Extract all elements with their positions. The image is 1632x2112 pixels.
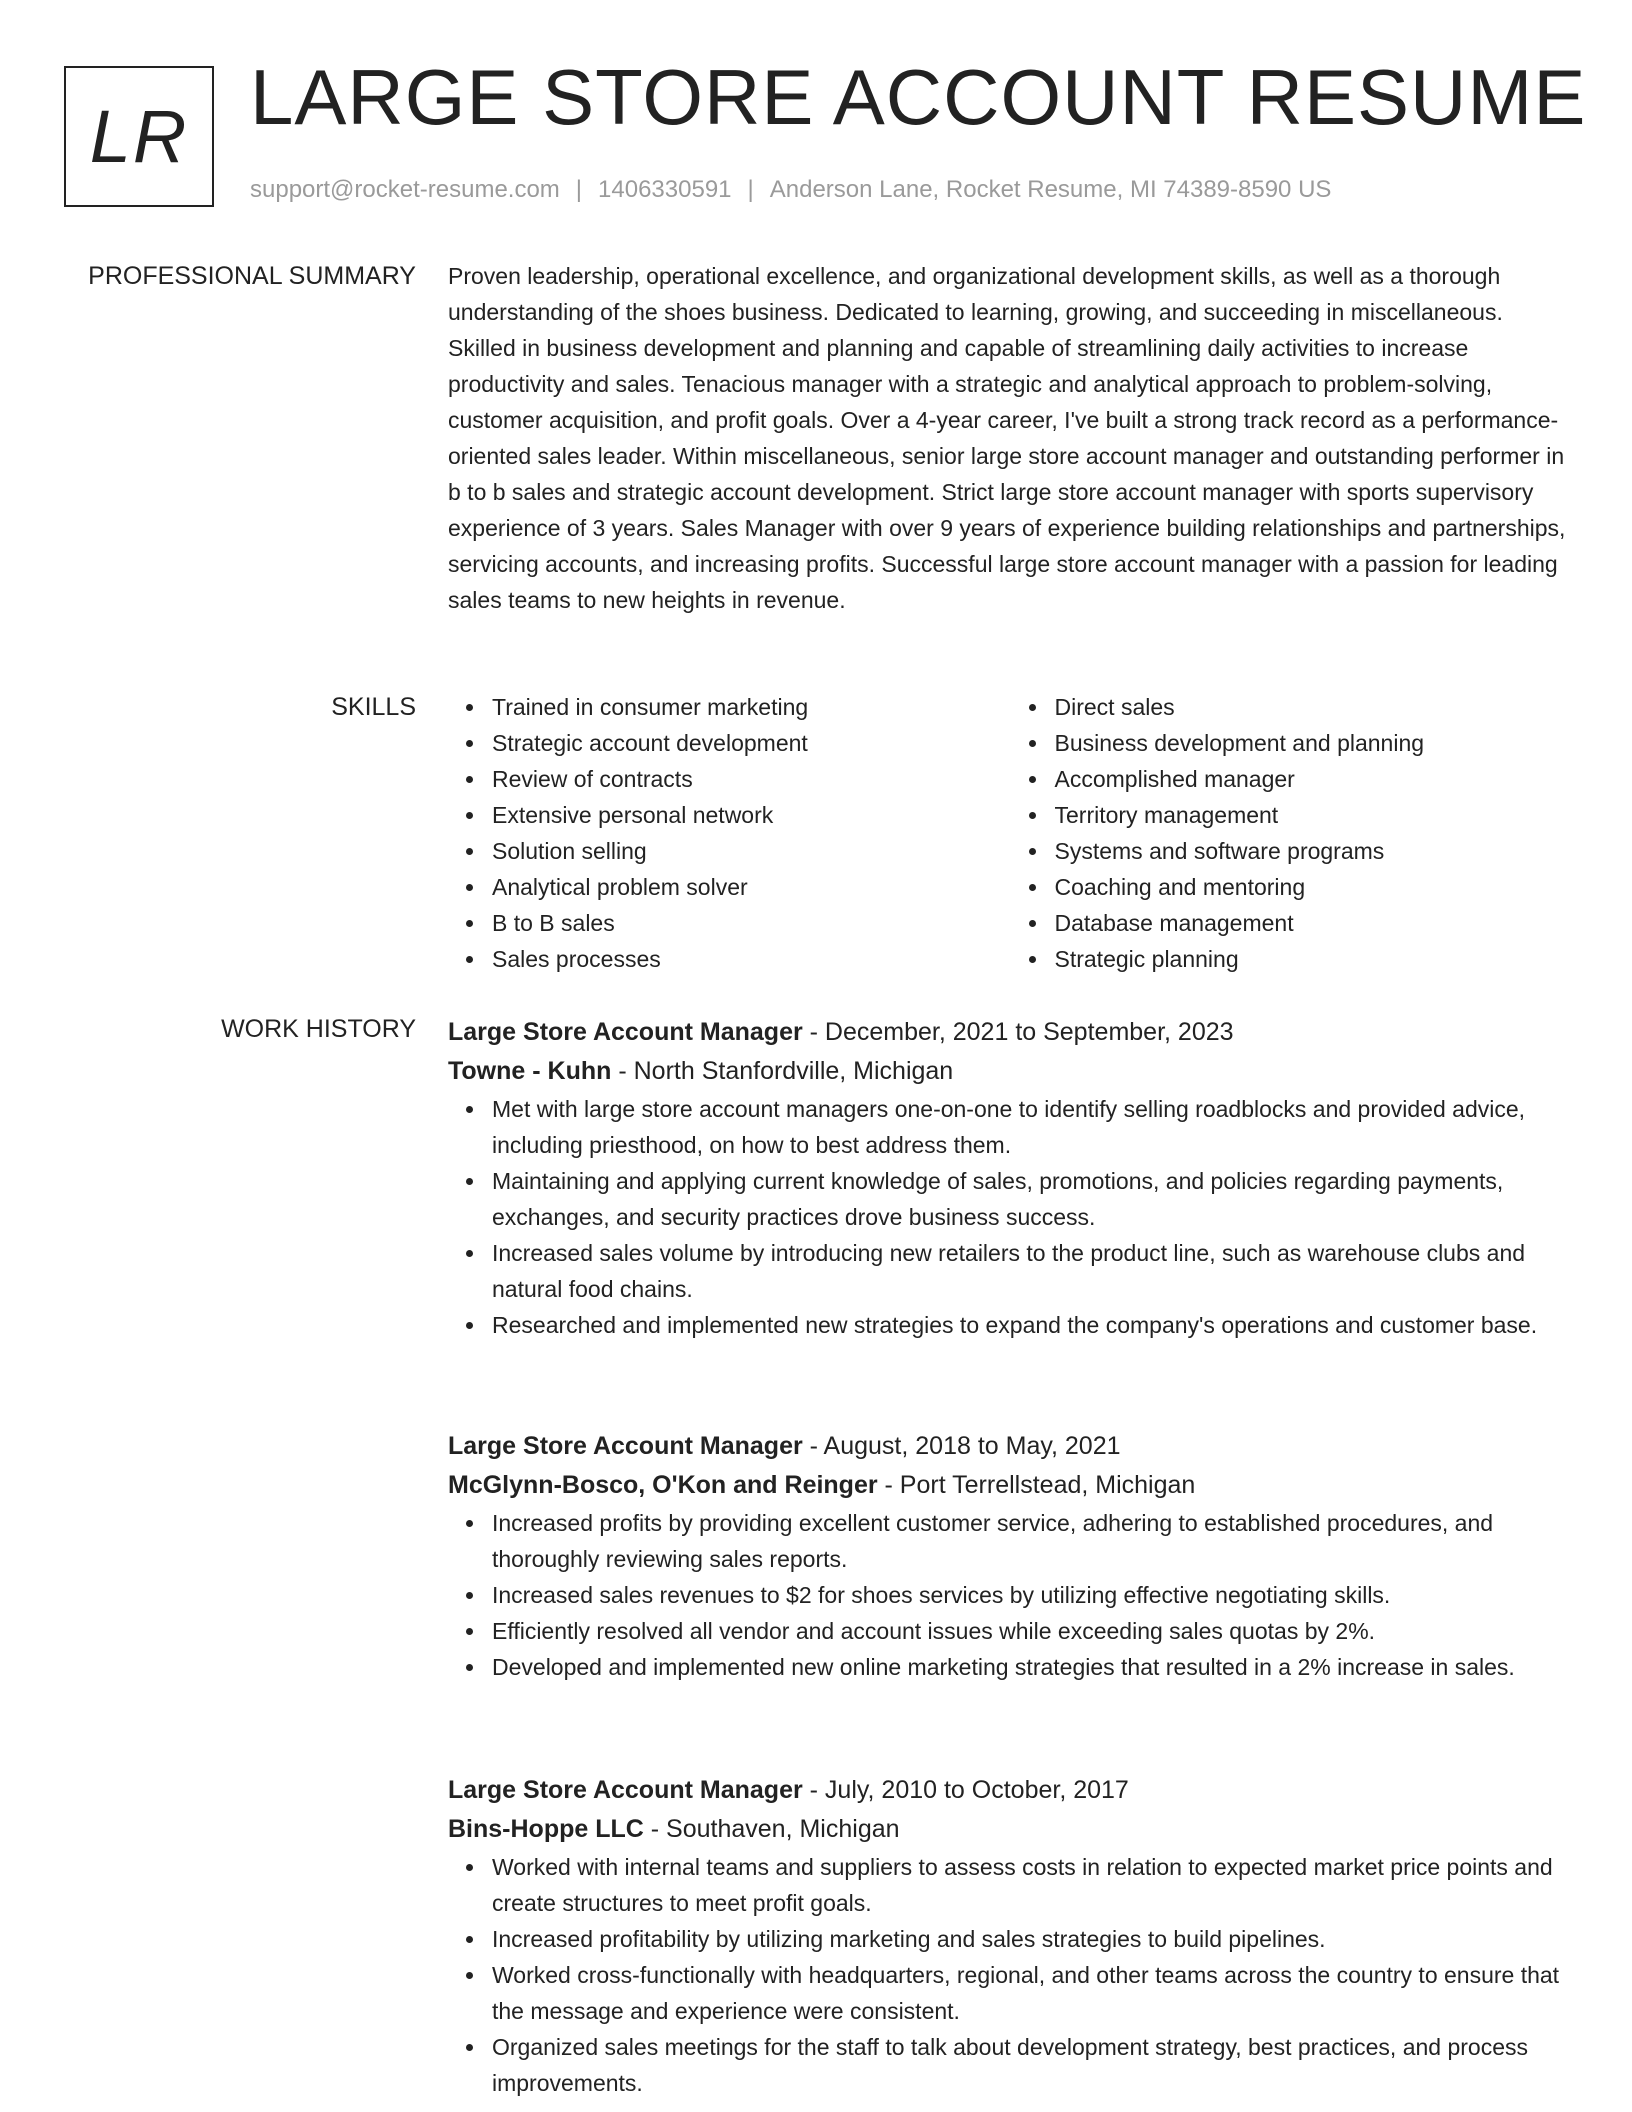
contact-address: Anderson Lane, Rocket Resume, MI 74389-8590 US	[769, 176, 1332, 203]
skill-item: Strategic account development	[492, 725, 1011, 761]
job-entry	[448, 1427, 1573, 1685]
job-dates: - July, 2010 to October, 2017	[802, 1776, 1129, 1804]
job-entry	[448, 1013, 1573, 1343]
job-bullet: Increased sales volume by introducing new retailers to the product line, such as warehouse clubs and natural food chains.	[492, 1235, 1573, 1307]
job-company: Bins-Hoppe LLC	[448, 1815, 644, 1843]
skill-item: Analytical problem solver	[492, 869, 1011, 905]
skill-item: Business development and planning	[1055, 725, 1574, 761]
job-company-line	[448, 1809, 1573, 1849]
job-company: Towne - Kuhn	[448, 1057, 612, 1085]
job-bullet: Increased profitability by utilizing marketing and sales strategies to build pipelines.	[492, 1921, 1573, 1957]
job-bullet: Developed and implemented new online marketing strategies that resulted in a 2% increase in sales.	[492, 1649, 1573, 1685]
job-location: - Port Terrellstead, Michigan	[877, 1471, 1196, 1499]
skills-heading: SKILLS	[331, 693, 416, 721]
job-entry	[448, 1771, 1573, 2101]
skill-item: Strategic planning	[1055, 941, 1574, 977]
monogram-logo: LR	[64, 66, 214, 207]
job-title-line	[448, 1771, 1573, 1809]
skill-item: Extensive personal network	[492, 797, 1011, 833]
job-location: - Southaven, Michigan	[643, 1815, 900, 1843]
contact-line	[250, 176, 1331, 204]
summary-heading: PROFESSIONAL SUMMARY	[88, 262, 416, 290]
job-bullet: Met with large store account managers one-on-one to identify selling roadblocks and provided advice, including priesthood, on how to best address them.	[492, 1091, 1573, 1163]
skill-item: Coaching and mentoring	[1055, 869, 1574, 905]
job-title: Large Store Account Manager	[448, 1432, 803, 1460]
work-history-heading: WORK HISTORY	[221, 1015, 416, 1043]
skill-item: Review of contracts	[492, 761, 1011, 797]
skill-item: Trained in consumer marketing	[492, 689, 1011, 725]
job-bullet: Efficiently resolved all vendor and account issues while exceeding sales quotas by 2%.	[492, 1613, 1573, 1649]
skills-column-right	[1011, 689, 1574, 977]
job-title-line	[448, 1427, 1573, 1465]
job-dates: - December, 2021 to September, 2023	[802, 1018, 1234, 1046]
resume-title: LARGE STORE ACCOUNT RESUME	[250, 53, 1587, 141]
job-title: Large Store Account Manager	[448, 1776, 803, 1804]
job-bullet: Organized sales meetings for the staff to talk about development strategy, best practices, and process improvements.	[492, 2029, 1573, 2101]
job-company: McGlynn-Bosco, O'Kon and Reinger	[448, 1471, 878, 1499]
job-bullet: Increased profits by providing excellent customer service, adhering to established procedures, and thoroughly reviewing sales reports.	[492, 1505, 1573, 1577]
job-bullet: Increased sales revenues to $2 for shoes services by utilizing effective negotiating skills.	[492, 1577, 1573, 1613]
job-bullet: Maintaining and applying current knowledge of sales, promotions, and policies regarding payments, exchanges, and security practices drove business success.	[492, 1163, 1573, 1235]
job-location: - North Stanfordville, Michigan	[611, 1057, 954, 1085]
skill-item: Sales processes	[492, 941, 1011, 977]
skill-item: Territory management	[1055, 797, 1574, 833]
job-bullet-list	[448, 1091, 1573, 1343]
job-company-line	[448, 1051, 1573, 1091]
job-bullet-list	[448, 1505, 1573, 1685]
job-title: Large Store Account Manager	[448, 1018, 803, 1046]
contact-email[interactable]: support@rocket-resume.com	[250, 176, 560, 203]
job-bullet: Worked cross-functionally with headquarters, regional, and other teams across the country to ensure that the message and experience were consistent.	[492, 1957, 1573, 2029]
contact-phone[interactable]: 1406330591	[598, 176, 732, 203]
skills-list	[448, 689, 1573, 977]
job-company-line	[448, 1465, 1573, 1505]
job-bullet-list	[448, 1849, 1573, 2101]
contact-separator: |	[575, 176, 583, 203]
skills-column-left	[448, 689, 1011, 977]
job-bullet: Worked with internal teams and suppliers to assess costs in relation to expected market price points and create structures to meet profit goals.	[492, 1849, 1573, 1921]
job-dates: - August, 2018 to May, 2021	[802, 1432, 1121, 1460]
skill-item: Solution selling	[492, 833, 1011, 869]
skill-item: B to B sales	[492, 905, 1011, 941]
summary-text: Proven leadership, operational excellence, and organizational development skills, as well as a thorough understanding of the shoes business. Dedicated to learning, growing, and succeeding in miscellaneous. Skilled in business development and planning and capable of streamlining daily activities to increase productivity and sales. Tenacious manager with a strategic and analytical approach to problem-solving, customer acquisition, and profit goals. Over a 4-year career, I've built a strong track record as a performance-oriented sales leader. Within miscellaneous, senior large store account manager and outstanding performer in b to b sales and strategic account development. Strict large store account manager with sports supervisory experience of 3 years. Sales Manager with over 9 years of experience building relationships and partnerships, servicing accounts, and increasing profits. Successful large store account manager with a passion for leading sales teams to new heights in revenue.	[448, 263, 1566, 613]
skill-item: Database management	[1055, 905, 1574, 941]
skill-item: Systems and software programs	[1055, 833, 1574, 869]
contact-separator: |	[747, 176, 754, 203]
skill-item: Accomplished manager	[1055, 761, 1574, 797]
job-title-line	[448, 1013, 1573, 1051]
job-bullet: Researched and implemented new strategies to expand the company's operations and customer base.	[492, 1307, 1573, 1343]
skill-item: Direct sales	[1055, 689, 1574, 725]
